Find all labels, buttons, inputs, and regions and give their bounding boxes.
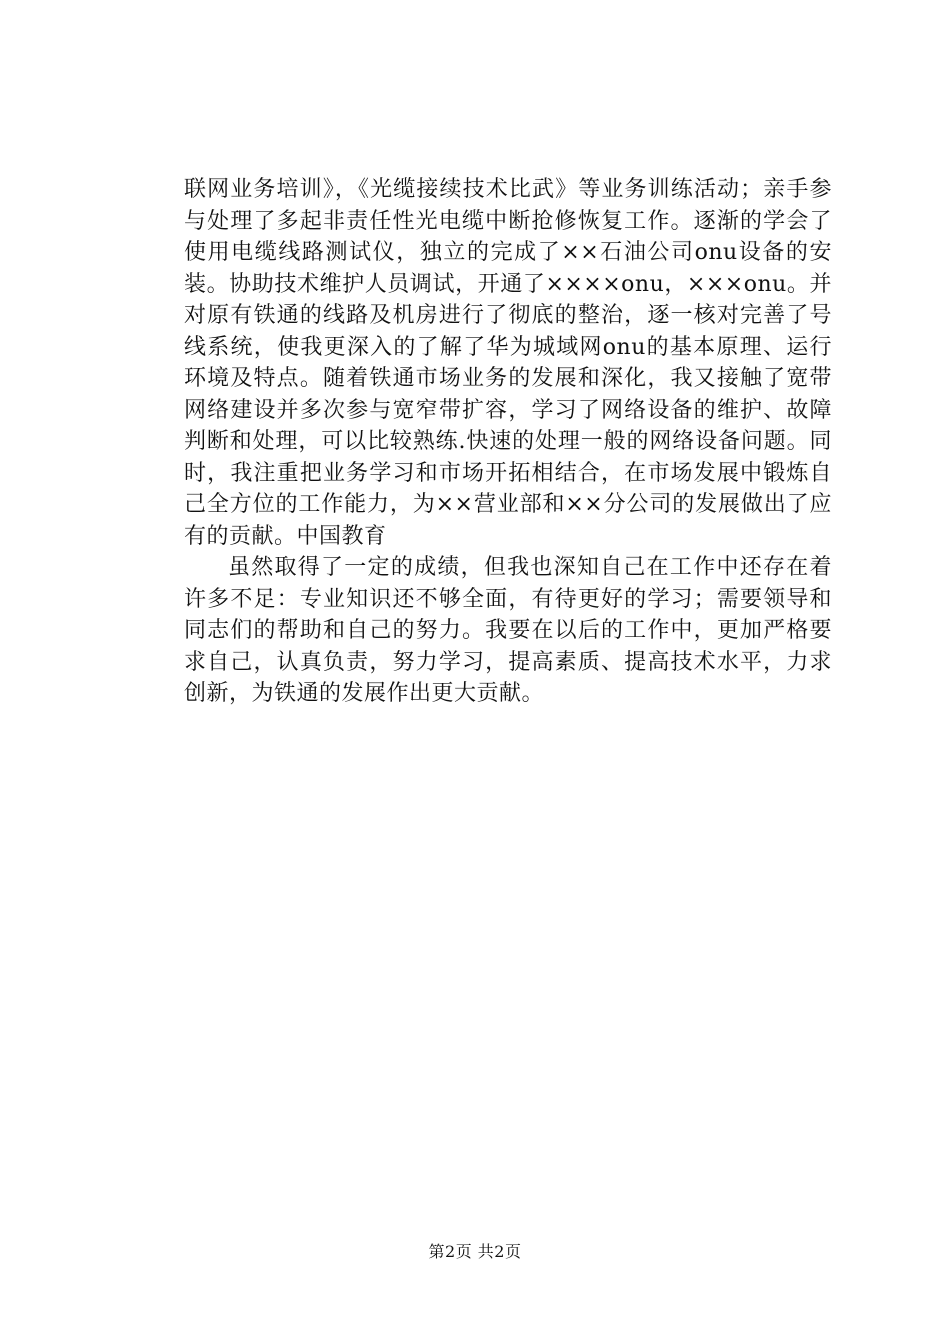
paragraph-continuation: 联网业务培训》，《光缆接续技术比武》等业务训练活动；亲手参与处理了多起非责任性光电缆中断抢修恢复工作。逐渐的学会了使用电缆线路测试仪，独立的完成了××石油公司onu设备的安装。协助技术维护人员调试，开通了××××onu，×××onu。并对原有铁通的线路及机房进行了彻底的整治，逐一核对完善了号线系统，使我更深入的了解了华为城域网onu的基本原理、运行环境及特点。随着铁通市场业务的发展和深化，我又接触了宽带网络建设并多次参与宽窄带扩容，学习了网络设备的维护、故障判断和处理，可以比较熟练.快速的处理一般的网络设备问题。同时，我注重把业务学习和市场开拓相结合，在市场发展中锻炼自己全方位的工作能力，为××营业部和××分公司的发展做出了应有的贡献。中国教育	[184, 177, 832, 549]
page-number-footer: 第2页 共2页	[428, 1242, 522, 1261]
paragraph-conclusion: 虽然取得了一定的成绩，但我也深知自己在工作中还存在着许多不足：专业知识还不够全面，有待更好的学习；需要领导和同志们的帮助和自己的努力。我要在以后的工作中，更加严格要求自己，认真负责，努力学习，提高素质、提高技术水平，力求创新，为铁通的发展作出更大贡献。	[184, 555, 832, 706]
document-body	[184, 174, 832, 710]
